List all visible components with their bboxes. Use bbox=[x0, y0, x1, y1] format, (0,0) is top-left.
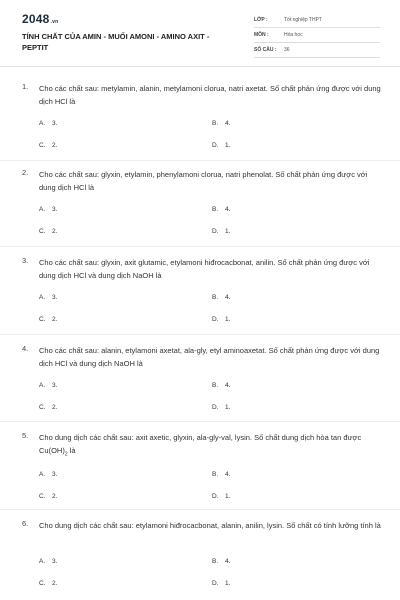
site-logo[interactable] bbox=[22, 12, 58, 26]
option-a[interactable] bbox=[39, 120, 57, 127]
question-number: 2. bbox=[22, 168, 29, 177]
option-b[interactable] bbox=[212, 471, 230, 478]
option-letter: C. bbox=[39, 228, 46, 235]
question-text: Cho dung dịch các chất sau: etylamoni hiđrocacbonat, alanin, anilin, lysin. Số chất có tính lưỡng tính là bbox=[39, 521, 381, 530]
question-text: Cho các chất sau: alanin, etylamoni axetat, ala-gly, etyl aminoaxetat. Số chất phản ứng được với dung dịch HCl và dung dịch NaOH là bbox=[39, 346, 380, 368]
option-d[interactable] bbox=[212, 493, 230, 500]
option-value: 2. bbox=[52, 228, 58, 235]
header-divider bbox=[0, 66, 400, 67]
option-d[interactable] bbox=[212, 404, 230, 411]
option-letter: A. bbox=[39, 120, 46, 127]
option-c[interactable] bbox=[39, 316, 57, 323]
option-d[interactable] bbox=[212, 580, 230, 587]
question-number: 1. bbox=[22, 82, 29, 91]
meta-info bbox=[254, 14, 380, 59]
option-value: 1. bbox=[225, 316, 231, 323]
meta-value: Tốt nghiệp THPT bbox=[284, 17, 322, 23]
option-value: 4. bbox=[225, 471, 231, 478]
option-value: 1. bbox=[225, 228, 231, 235]
logo-text: 2048 bbox=[22, 12, 50, 26]
option-letter: C. bbox=[39, 142, 46, 149]
option-letter: A. bbox=[39, 206, 46, 213]
option-letter: C. bbox=[39, 493, 46, 500]
option-letter: B. bbox=[212, 382, 219, 389]
option-letter: B. bbox=[212, 471, 219, 478]
option-letter: D. bbox=[212, 228, 219, 235]
option-letter: C. bbox=[39, 404, 46, 411]
question-text-subscript: 2 bbox=[64, 451, 68, 458]
meta-value: 36 bbox=[284, 47, 290, 53]
option-c[interactable] bbox=[39, 142, 57, 149]
option-letter: A. bbox=[39, 558, 46, 565]
option-value: 2. bbox=[52, 580, 58, 587]
option-c[interactable] bbox=[39, 580, 57, 587]
question-text: Cho các chất sau: glyxin, axit glutamic, etylamoni hiđrocacbonat, anilin. Số chất phản ứng được với dung dịch HCl và dung dịch NaOH là bbox=[39, 258, 370, 280]
option-value: 4. bbox=[225, 558, 231, 565]
option-value: 2. bbox=[52, 142, 58, 149]
option-a[interactable] bbox=[39, 206, 57, 213]
option-letter: A. bbox=[39, 471, 46, 478]
option-value: 3. bbox=[52, 471, 58, 478]
question-divider bbox=[0, 334, 400, 335]
meta-label: LỚP : bbox=[254, 17, 268, 23]
meta-row-class bbox=[254, 14, 380, 28]
header bbox=[0, 0, 400, 66]
option-letter: A. bbox=[39, 294, 46, 301]
option-letter: D. bbox=[212, 580, 219, 587]
logo-suffix: .vn bbox=[50, 19, 59, 25]
option-value: 2. bbox=[52, 404, 58, 411]
option-letter: D. bbox=[212, 493, 219, 500]
question-text-main: Cho dung dịch các chất sau: axit axetic, glyxin, ala-gly-val, lysin. Số chất dung dịch hòa tan được Cu(OH) bbox=[39, 433, 362, 455]
option-value: 1. bbox=[225, 142, 231, 149]
option-value: 1. bbox=[225, 580, 231, 587]
option-value: 2. bbox=[52, 493, 58, 500]
option-letter: C. bbox=[39, 316, 46, 323]
meta-row-count bbox=[254, 44, 380, 58]
option-a[interactable] bbox=[39, 382, 57, 389]
option-value: 3. bbox=[52, 120, 58, 127]
option-value: 4. bbox=[225, 206, 231, 213]
option-value: 3. bbox=[52, 382, 58, 389]
meta-label: SỐ CÂU : bbox=[254, 47, 277, 53]
question-divider bbox=[0, 421, 400, 422]
page-title: TÍNH CHẤT CỦA AMIN - MUỐI AMONI - AMINO AXIT - PEPTIT bbox=[22, 32, 210, 52]
option-letter: D. bbox=[212, 404, 219, 411]
question-text: Cho các chất sau: glyxin, etylamin, phenylamoni clorua, natri phenolat. Số chất phản ứng được với dung dịch HCl là bbox=[39, 170, 368, 192]
option-letter: D. bbox=[212, 316, 219, 323]
option-value: 2. bbox=[52, 316, 58, 323]
option-letter: B. bbox=[212, 558, 219, 565]
option-value: 1. bbox=[225, 493, 231, 500]
meta-row-subject bbox=[254, 29, 380, 43]
question-number: 5. bbox=[22, 431, 29, 440]
option-value: 4. bbox=[225, 294, 231, 301]
option-b[interactable] bbox=[212, 206, 230, 213]
option-b[interactable] bbox=[212, 294, 230, 301]
question-number: 4. bbox=[22, 344, 29, 353]
option-b[interactable] bbox=[212, 120, 230, 127]
option-letter: B. bbox=[212, 120, 219, 127]
option-b[interactable] bbox=[212, 382, 230, 389]
option-value: 3. bbox=[52, 206, 58, 213]
option-b[interactable] bbox=[212, 558, 230, 565]
option-a[interactable] bbox=[39, 294, 57, 301]
question-text: Cho các chất sau: metylamin, alanin, metylamoni clorua, natri axetat. Số chất phản ứng được với dung dịch HCl là bbox=[39, 84, 381, 106]
option-letter: A. bbox=[39, 382, 46, 389]
option-value: 4. bbox=[225, 382, 231, 389]
question-text-end: là bbox=[67, 446, 76, 455]
question-number: 6. bbox=[22, 519, 29, 528]
question-number: 3. bbox=[22, 256, 29, 265]
question-divider bbox=[0, 246, 400, 247]
option-letter: C. bbox=[39, 580, 46, 587]
option-c[interactable] bbox=[39, 404, 57, 411]
option-letter: B. bbox=[212, 206, 219, 213]
meta-label: MÔN : bbox=[254, 32, 269, 38]
option-d[interactable] bbox=[212, 228, 230, 235]
option-letter: B. bbox=[212, 294, 219, 301]
option-value: 4. bbox=[225, 120, 231, 127]
question-divider bbox=[0, 509, 400, 510]
question-divider bbox=[0, 160, 400, 161]
option-letter: D. bbox=[212, 142, 219, 149]
question-text bbox=[39, 431, 382, 462]
option-a[interactable] bbox=[39, 471, 57, 478]
meta-value: Hóa học bbox=[284, 32, 303, 38]
option-value: 3. bbox=[52, 558, 58, 565]
option-d[interactable] bbox=[212, 316, 230, 323]
option-value: 1. bbox=[225, 404, 231, 411]
option-d[interactable] bbox=[212, 142, 230, 149]
option-c[interactable] bbox=[39, 228, 57, 235]
option-a[interactable] bbox=[39, 558, 57, 565]
option-c[interactable] bbox=[39, 493, 57, 500]
option-value: 3. bbox=[52, 294, 58, 301]
